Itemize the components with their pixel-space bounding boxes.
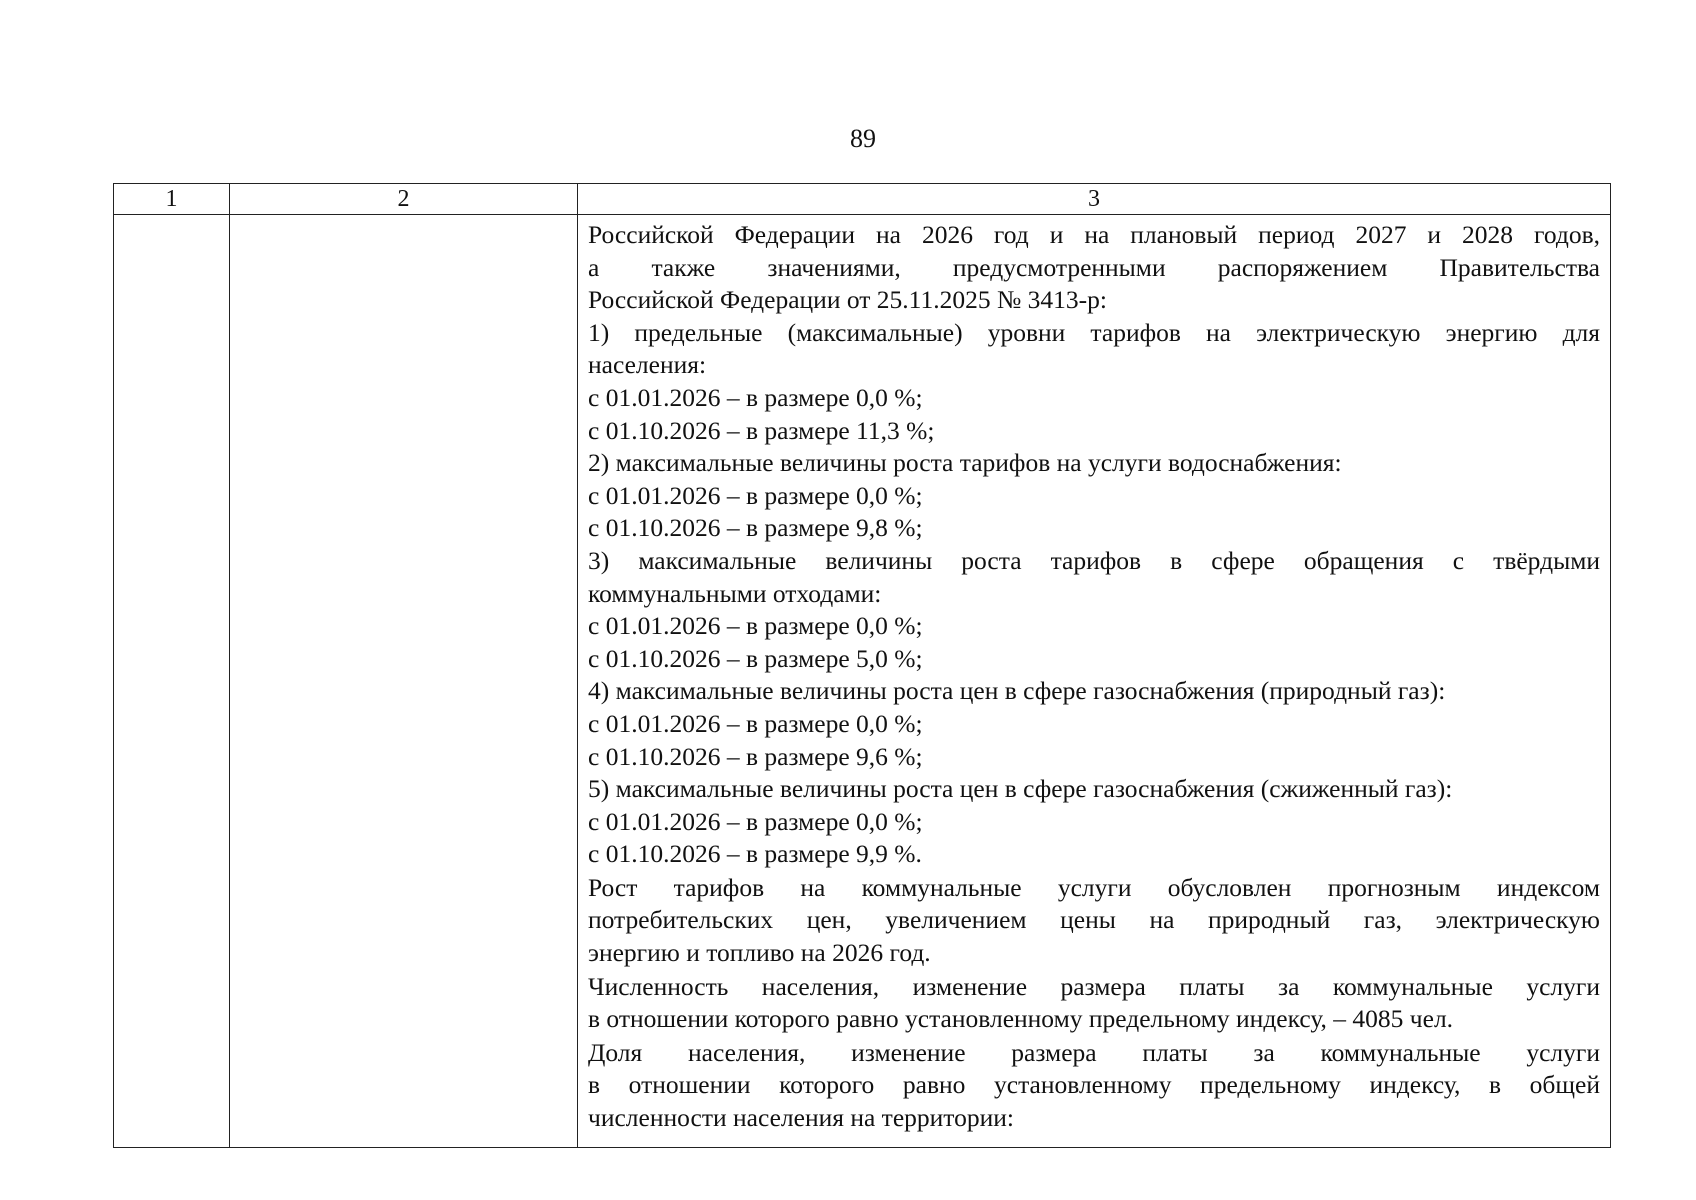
text-line: с 01.10.2026 – в размере 9,9 %. [588, 839, 922, 869]
text-line: 1) предельные (максимальные) уровни тарифов на электрическую энергию для [588, 317, 1600, 347]
text-line: с 01.10.2026 – в размере 5,0 %; [588, 643, 923, 673]
text-line: Численность населения, изменение размера платы за коммунальные услуги [588, 971, 1600, 1001]
cell-col-2 [230, 215, 578, 1148]
text-line: 2) максимальные величины роста тарифов на услуги водоснабжения: [588, 448, 1342, 478]
text-line: численности населения на территории: [588, 1103, 1014, 1133]
text-line: с 01.10.2026 – в размере 11,3 %; [588, 415, 935, 445]
text-line: с 01.01.2026 – в размере 0,0 %; [588, 480, 923, 510]
text-line: населения: [588, 350, 707, 380]
text-line: 4) максимальные величины роста цен в сфере газоснабжения (природный газ): [588, 676, 1446, 706]
page-number: 89 [850, 124, 876, 153]
text-line: с 01.10.2026 – в размере 9,8 %; [588, 513, 923, 543]
text-line: Российской Федерации от 25.11.2025 № 3413-р: [588, 285, 1107, 315]
cell-col-1 [114, 215, 230, 1148]
text-line: с 01.01.2026 – в размере 0,0 %; [588, 382, 923, 412]
cell-col-3 [578, 215, 1611, 1148]
text-line: 3) максимальные величины роста тарифов в сфере обращения с твёрдыми [588, 545, 1600, 575]
text-line: в отношении которого равно установленному предельному индексу, – 4085 чел. [588, 1004, 1454, 1034]
column-header-3: 3 [578, 184, 1611, 215]
table-row [114, 215, 1611, 1148]
text-line: с 01.01.2026 – в размере 0,0 %; [588, 806, 923, 836]
text-line: Российской Федерации на 2026 год и на плановый период 2027 и 2028 годов, [588, 220, 1600, 249]
text-line: Доля населения, изменение размера платы за коммунальные услуги [588, 1037, 1600, 1067]
table-header-row [114, 184, 1611, 215]
text-line: с 01.01.2026 – в размере 0,0 %; [588, 611, 923, 641]
cell-col-3-text [578, 215, 1610, 1135]
text-line: потребительских цен, увеличением цены на природный газ, электрическую [588, 905, 1600, 935]
text-line: 5) максимальные величины роста цен в сфере газоснабжения (сжиженный газ): [588, 774, 1453, 804]
text-line: с 01.10.2026 – в размере 9,6 %; [588, 741, 923, 771]
text-line: с 01.01.2026 – в размере 0,0 %; [588, 708, 923, 738]
text-line: Рост тарифов на коммунальные услуги обусловлен прогнозным индексом [588, 872, 1600, 902]
column-header-2: 2 [230, 184, 578, 215]
column-header-1: 1 [114, 184, 230, 215]
text-line: коммунальными отходами: [588, 578, 882, 608]
text-line: в отношении которого равно установленному предельному индексу, в общей [588, 1070, 1600, 1100]
text-line: а также значениями, предусмотренными распоряжением Правительства [588, 252, 1600, 282]
tariff-table [113, 183, 1611, 1148]
text-line: энергию и топливо на 2026 год. [588, 938, 931, 968]
